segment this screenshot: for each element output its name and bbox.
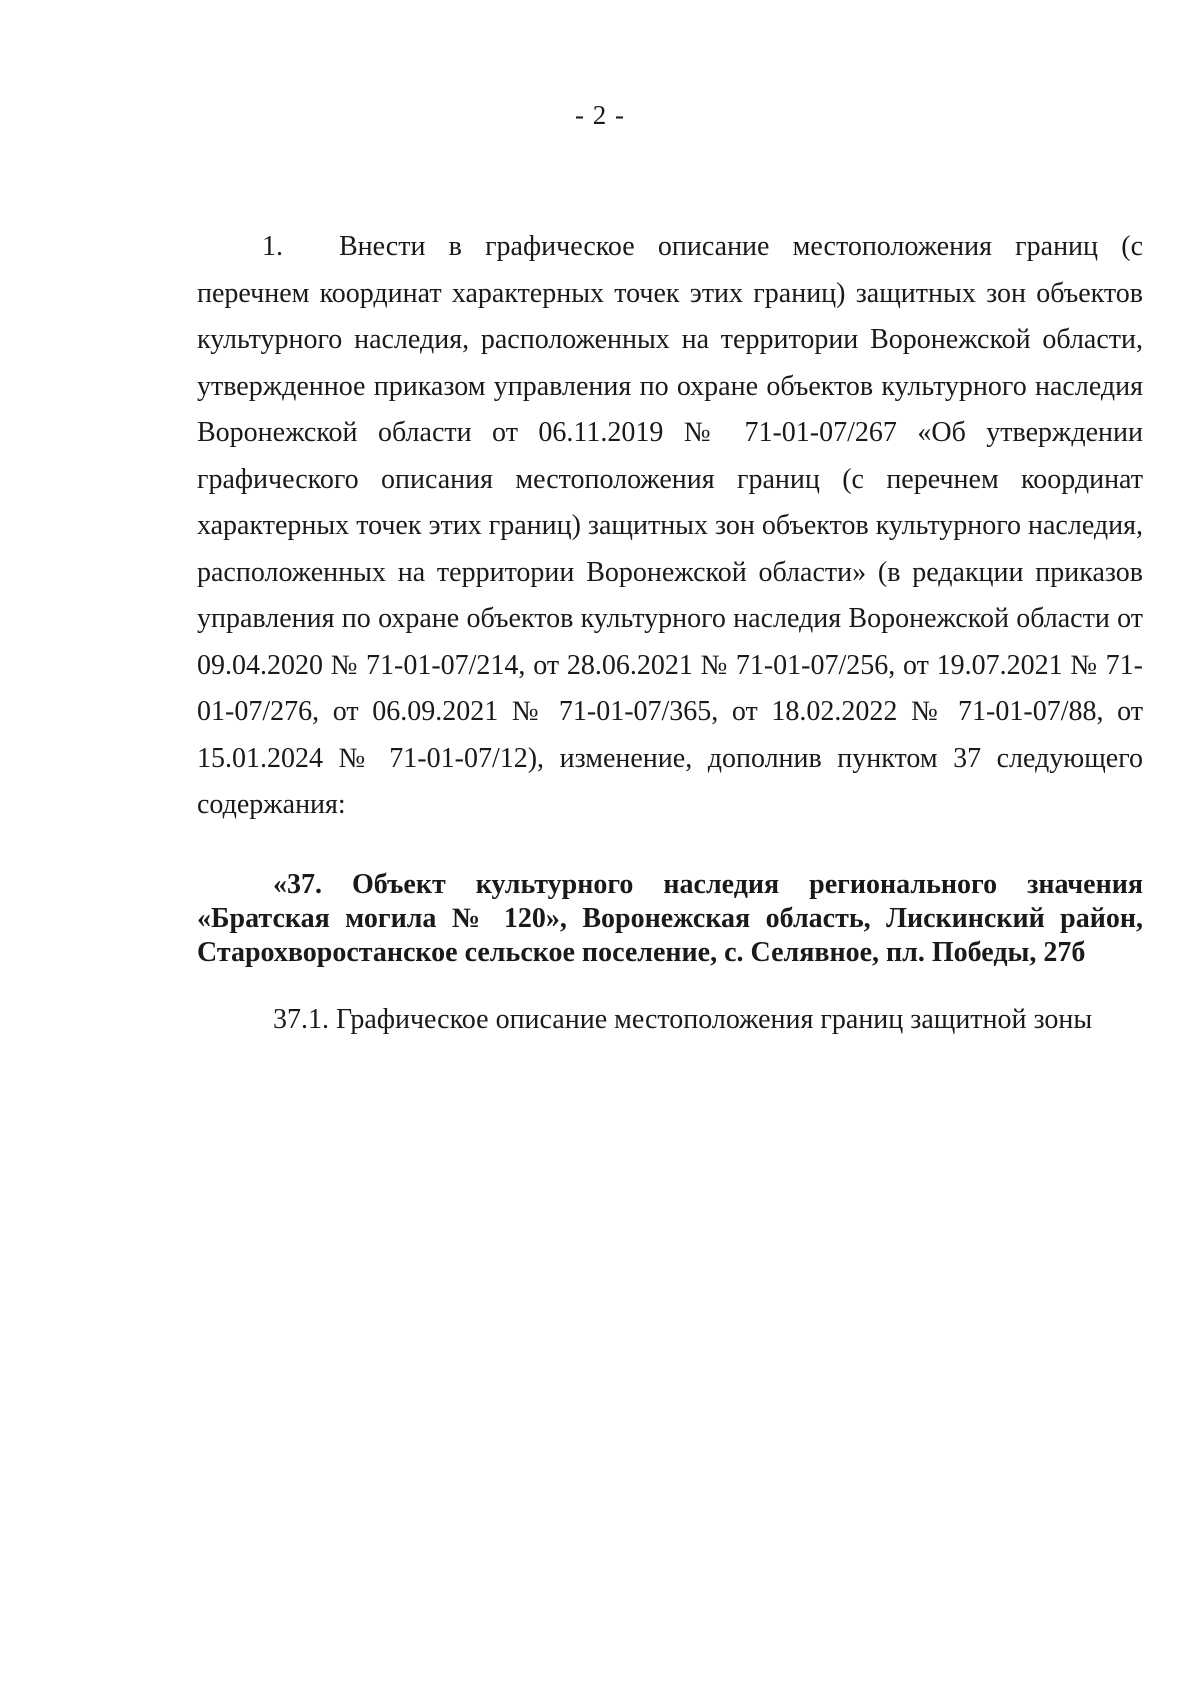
item-number: 1.	[262, 231, 283, 262]
item-37-1-paragraph: 37.1. Графическое описание местоположения границ защитной зоны	[273, 1004, 1093, 1035]
page-number: - 2 -	[575, 100, 625, 130]
item-37-heading: «37. Объект культурного наследия регионального значения «Братская могила № 120», Воронежская область, Лискинский район, Старохворостанское сельское поселение, с. Селявное, пл. Победы, 27б	[197, 869, 1143, 968]
item-1-text: Внести в графическое описание местоположения границ (с перечнем координат характерных точек этих границ) защитных зон объектов культурного наследия, расположенных на территории Воронежской области, утвержденное приказом управления по охране объектов культурного наследия Воронежской области от 06.11.2019 № 71-01-07/267 «Об утверждении графического описания местоположения границ (с перечнем координат характерных точек этих границ) защитных зон объектов культурного наследия, расположенных на территории Воронежской области» (в редакции приказов управления по охране объектов культурного наследия Воронежской области от 09.04.2020 № 71-01-07/214, от 28.06.2021 № 71-01-07/256, от 19.07.2021 № 71-01-07/276, от 06.09.2021 № 71-01-07/365, от 18.02.2022 № 71-01-07/88, от 15.01.2024 № 71-01-07/12), изменение, дополнив пунктом 37 следующего содержания:	[197, 231, 1143, 820]
item-1-paragraph	[197, 224, 1143, 829]
